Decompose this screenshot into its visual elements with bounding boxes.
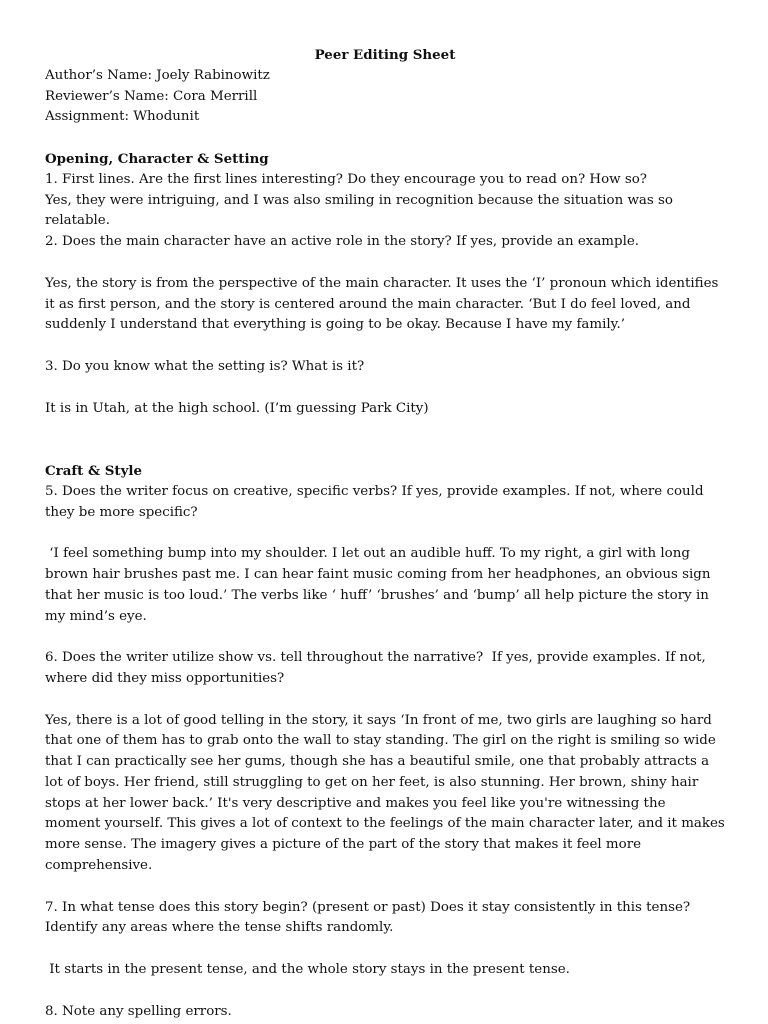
spacer [45,523,725,544]
question-8: 8. Note any spelling errors. [45,1003,232,1019]
spacer [45,419,725,461]
question-6: 6. Does the writer utilize show vs. tell throughout the narrative? If yes, provide examples. If not, where did they miss opportunities? [45,650,711,686]
question-1: 1. First lines. Are the first lines interesting? Do they encourage you to read on? How so? [45,171,647,187]
author-line: Author’s Name: Joely Rabinowitz [45,67,270,83]
spacer [45,939,725,960]
assignment-line: Assignment: Whodunit [45,109,200,125]
answer-1: Yes, they were intriguing, and I was also smiling in recognition because the situation was so relatable. [45,192,678,229]
spacer [45,253,725,274]
answer-2: Yes, the story is from the perspective of the main character. It uses the ‘I’ pronoun which identifies it as first person, and the story is centered around the main character. ‘But I do feel loved, and suddenly I understand that everything is going to be okay. Because I have my family.’ [45,275,723,333]
document-title: Peer Editing Sheet [314,47,456,63]
section-heading-opening: Opening, Character & Setting [45,150,269,167]
question-7: 7. In what tense does this story begin? (present or past) Does it stay consistently in this tense? Identify any areas where the tense shifts randomly. [45,899,695,936]
document-page [45,45,730,1022]
spacer [45,690,725,711]
answer-5: ‘I feel something bump into my shoulder. I let out an audible huff. To my right, a girl with long brown hair brushes past me. I can hear faint music coming from her headphones, an obvious sign that her music is too loud.’ The verbs like ‘ huff’ ‘brushes’ and ‘bump’ all help picture the story in my mind’s eye. [45,546,715,624]
spacer [45,336,725,357]
spacer [45,627,725,648]
reviewer-line: Reviewer’s Name: Cora Merrill [45,88,258,104]
answer-6: Yes, there is a lot of good telling in the story, it says ‘In front of me, two girls are laughing so hard that one of them has to grab onto the wall to stay standing. The girl on the right is smiling so wide that I can practically see her gums, though she has a beautiful smile, one that probably attracts a lot of boys. Her friend, still struggling to get on her feet, is also stunning. Her brown, shiny hair stops at her lower back.’ It's very descriptive and makes you feel like you're witnessing the moment yourself. This gives a lot of context to the feelings of the main character later, and it makes more sense. The imagery gives a picture of the part of the story that makes it feel more comprehensive. [45,712,730,874]
spacer [45,128,725,149]
question-3: 3. Do you know what the setting is? What is it? [45,358,365,374]
spacer [45,981,725,1002]
spacer [45,378,725,399]
question-5: 5. Does the writer focus on creative, specific verbs? If yes, provide examples. If not, where could they be more specific? [45,483,708,520]
answer-7: It starts in the present tense, and the whole story stays in the present tense. [45,962,570,978]
question-2: 2. Does the main character have an active role in the story? If yes, provide an example. [45,234,640,250]
spacer [45,877,725,898]
section-heading-craft: Craft & Style [45,462,142,479]
answer-3: It is in Utah, at the high school. (I’m guessing Park City) [45,400,429,416]
